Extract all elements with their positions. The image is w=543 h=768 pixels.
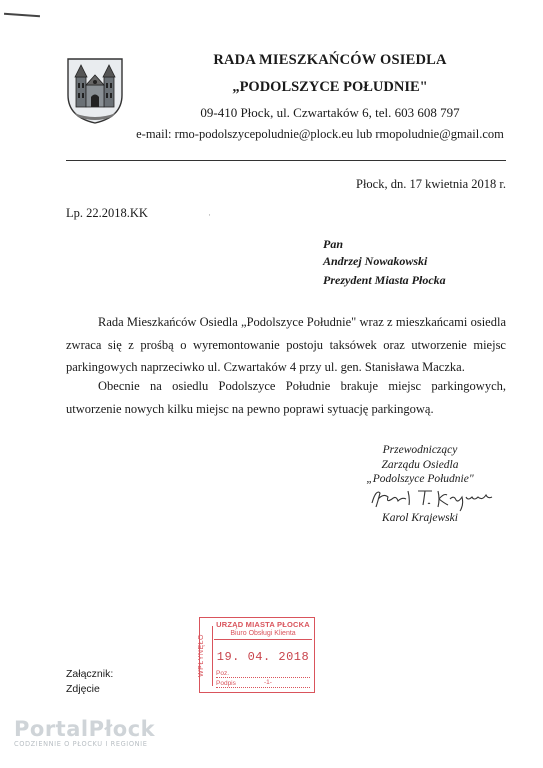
attachments-label: Załącznik: — [66, 668, 114, 680]
handwritten-signature — [368, 485, 498, 513]
stamp-title: URZĄD MIASTA PŁOCKA — [216, 620, 310, 629]
body-paragraph-1: Rada Mieszkańców Osiedla „Podolszyce Południe" wraz z mieszkańcami osiedla zwraca się z prośbą o wyremontowanie postoju taksówek oraz utworzenie miejsc parkingowych naprzeciwko ul. Czwartaków 4 przy ul. gen. Stanisława Maczka. — [66, 315, 506, 374]
incoming-stamp — [199, 617, 315, 693]
watermark-tagline: CODZIENNIE O PŁOCKU I REGIONIE — [14, 740, 148, 748]
stamp-field-position: Poz. — [216, 670, 310, 678]
organization-address: 09-410 Płock, ul. Czwartaków 6, tel. 603 608 797 — [200, 105, 460, 120]
organization-subname: „PODOLSZYCE POŁUDNIE" — [232, 79, 428, 95]
reference-number: Lp. 22.2018.KK — [66, 206, 148, 220]
attachment-item: Zdjęcie — [66, 683, 100, 695]
scan-dot: · — [208, 210, 211, 220]
organization-name: RADA MIESZKAŃCÓW OSIEDLA — [213, 52, 447, 68]
signatory-title-2: Zarządu Osiedla — [381, 459, 459, 471]
signatory-name: Karol Krajewski — [382, 512, 458, 524]
portal-watermark — [14, 717, 155, 748]
letter-date: Płock, dn. 17 kwietnia 2018 r. — [356, 177, 506, 191]
recipient-title: Prezydent Miasta Płocka — [323, 273, 446, 287]
stamp-subtitle: Biuro Obsługi Klienta — [214, 630, 312, 640]
body-paragraph-2: Obecnie na osiedlu Podolszyce Południe brakuje miejsc parkingowych, utworzenie nowych kilku miejsc na pewno poprawi sytuację parkingową. — [66, 379, 506, 416]
stamp-field-signature: Podpis -1- — [216, 680, 310, 688]
signatory-title-3: „Podolszyce Południe" — [366, 473, 474, 485]
recipient-salutation: Pan — [323, 237, 344, 251]
recipient-name: Andrzej Nowakowski — [323, 254, 428, 268]
stamp-date: 19. 04. 2018 — [216, 650, 310, 664]
signatory-title-1: Przewodniczący — [382, 444, 458, 456]
letterhead-divider — [66, 160, 506, 161]
stamp-side-label: WPŁYNĘŁO — [202, 626, 213, 686]
organization-email: e-mail: rmo-podolszycepoludnie@plock.eu lub rmopoludnie@gmail.com — [136, 127, 504, 141]
coat-of-arms-icon — [66, 57, 124, 125]
scan-mark — [4, 13, 40, 18]
watermark-logo: PortalPłock — [14, 717, 156, 741]
